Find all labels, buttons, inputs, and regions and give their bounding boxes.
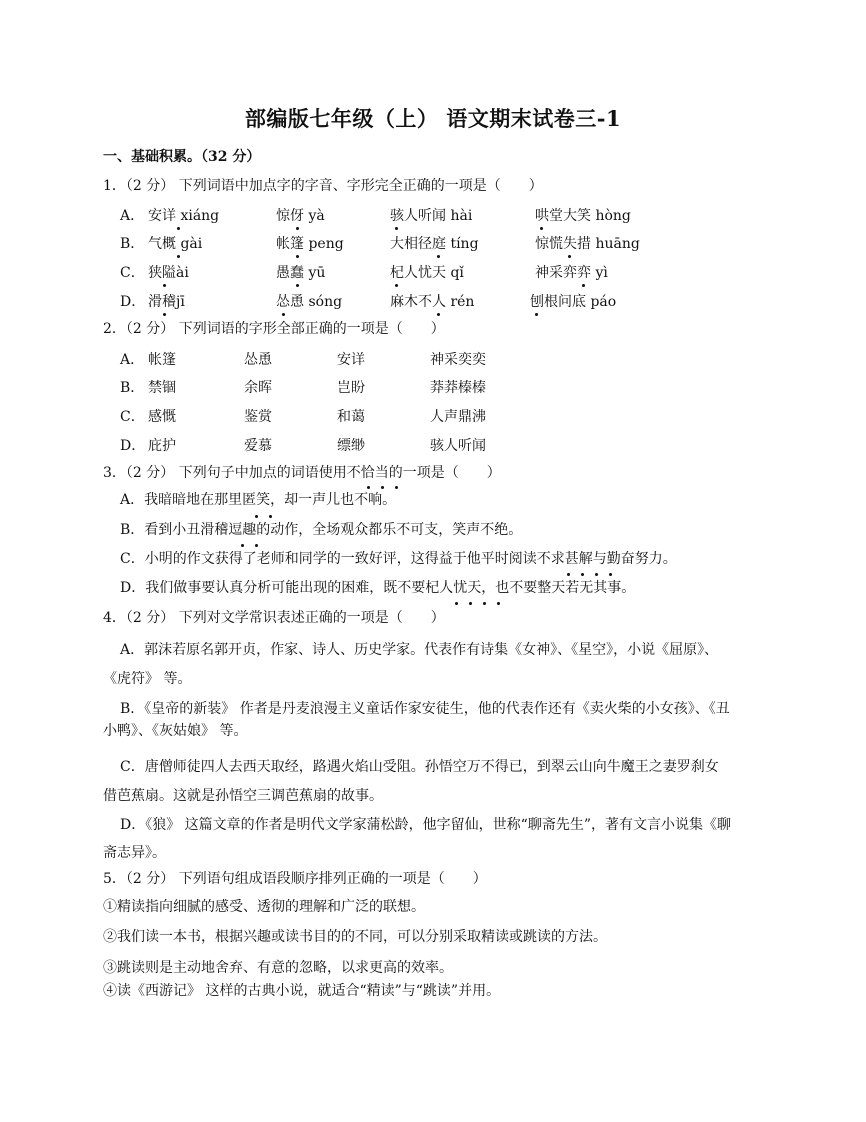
emphasis-dot: [609, 573, 612, 576]
q1-option-c-item: 神采弈弈 yì: [535, 265, 608, 281]
q2-option-d-item: 缥缈: [337, 438, 365, 454]
q1-option-b-label: B．: [120, 236, 145, 252]
q3-option: A．我暗暗地在那里匿笑，却一声儿也不响。: [120, 492, 397, 508]
emphasis-dot: [269, 515, 272, 518]
question-5-stem: 5．（2 分） 下列语句组成语段顺序排列正确的一项是（ ）: [103, 871, 487, 887]
q2-option-a-item: 帐篷: [148, 352, 176, 368]
q2-option-d-item: 庇护: [148, 438, 176, 454]
q2-option-d-label: D．: [120, 438, 146, 454]
q5-sentence: ②我们读一本书，根据兴趣或读书目的的不同，可以分别采取精读或跳读的方法。: [103, 929, 607, 945]
q2-option-c-item: 鉴赏: [244, 409, 272, 425]
q1-option-a-item: 惊伢 yà: [276, 208, 325, 224]
q2-option-c-label: C．: [120, 409, 145, 425]
q1-option-d-item: 怂恿 sóng: [276, 294, 343, 310]
q1-option-d-label: D．: [120, 294, 146, 310]
q5-sentence: ④读《西游记》 这样的古典小说，就适合“精读”与“跳读”并用。: [103, 983, 501, 999]
q2-option-d-item: 骇人听闻: [430, 438, 486, 454]
emphasis-dot: [177, 227, 180, 230]
q2-option-a-item: 怂恿: [244, 352, 272, 368]
q2-option-b-item: 岂盼: [337, 380, 365, 396]
q1-option-c-item: 愚蠢 yū: [276, 265, 326, 281]
q1-option-d-item: 麻木不人 rén: [390, 294, 475, 310]
q2-option-c-item: 感慨: [148, 409, 176, 425]
q1-option-b-item: 大相径庭 tíng: [390, 236, 479, 252]
q4-option-line: 斋志异》。: [103, 845, 166, 861]
q2-option-a-label: A．: [120, 352, 145, 368]
q3-option: C．小明的作文获得了老师和同学的一致好评，这得益于他平时阅读不求甚解与勤奋努力。: [120, 551, 677, 567]
q1-option-d-item: 滑稽jī: [148, 294, 185, 310]
q4-option-line: C．唐僧师徒四人去西天取经，路遇火焰山受阻。孙悟空万不得已，到翠云山向牛魔王之妻罗刹女: [120, 759, 719, 775]
q1-option-a-label: A．: [120, 208, 145, 224]
emphasis-dot: [177, 255, 180, 258]
q1-option-b-item: 气概 gài: [148, 236, 203, 252]
q2-option-b-item: 余晖: [244, 380, 272, 396]
emphasis-dot: [296, 255, 299, 258]
emphasis-dot: [497, 602, 500, 605]
q2-option-c-item: 和蔼: [337, 409, 365, 425]
section-heading: 一、基础积累。（32 分）: [103, 149, 261, 165]
q1-option-a-item: 哄堂大笑 hòng: [535, 208, 631, 224]
emphasis-dot: [567, 573, 570, 576]
emphasis-dot: [437, 313, 440, 316]
emphasis-dot: [163, 313, 166, 316]
emphasis-dot: [163, 284, 166, 287]
q1-option-a-item: 骇人听闻 hài: [390, 208, 473, 224]
emphasis-dot: [395, 227, 398, 230]
q4-option-line: 小鸭》、《灰姑娘》 等。: [103, 723, 248, 739]
q4-option-line: 借芭蕉扇。这就是孙悟空三调芭蕉扇的故事。: [103, 788, 383, 804]
emphasis-dot: [367, 486, 370, 489]
question-2-stem: 2．（2 分） 下列词语的字形全部正确的一项是（ ）: [103, 321, 445, 337]
question-3-stem: 3．（2 分） 下列句子中加点的词语使用不恰当的一项是（ ）: [103, 465, 501, 481]
emphasis-dot: [595, 573, 598, 576]
q1-option-b-item: 惊慌失措 huāng: [535, 236, 640, 252]
emphasis-dot: [296, 284, 299, 287]
q4-option-line: B．《皇帝的新装》 作者是丹麦浪漫主义童话作家安徒生，他的代表作还有《卖火柴的小女孩》、《丑: [120, 701, 730, 717]
question-4-stem: 4．（2 分） 下列对文学常识表述正确的一项是（ ）: [103, 610, 445, 626]
q1-option-d-item: 刨根问底 páo: [530, 294, 617, 310]
q5-sentence: ③跳读则是主动地舍弃、有意的忽略，以求更高的效率。: [103, 960, 453, 976]
emphasis-dot: [568, 255, 571, 258]
emphasis-dot: [255, 544, 258, 547]
q4-option-line: D．《狼》 这篇文章的作者是明代文学家蒲松龄，他字留仙，世称“聊斋先生”，著有文言小说集《聊: [120, 817, 731, 833]
q3-option: B．看到小丑滑稽逗趣的动作，全场观众都乐不可支，笑声不绝。: [120, 522, 523, 538]
q2-option-c-item: 人声鼎沸: [430, 409, 486, 425]
q5-sentence: ①精读指向细腻的感受、透彻的理解和广泛的联想。: [103, 899, 425, 915]
q1-option-c-item: 杞人忧天 qǐ: [390, 265, 464, 281]
emphasis-dot: [381, 486, 384, 489]
page-title: 部编版七年级（上） 语文期末试卷三-1: [244, 106, 622, 131]
q4-option-line: A．郭沫若原名郭开贞，作家、诗人、历史学家。代表作有诗集《女神》、《星空》，小说《屈原》、: [120, 642, 719, 658]
emphasis-dot: [582, 284, 585, 287]
q2-option-a-item: 安详: [337, 352, 365, 368]
emphasis-dot: [535, 313, 538, 316]
q1-option-a-item: 安详 xiáng: [148, 208, 220, 224]
emphasis-dot: [296, 227, 299, 230]
q2-option-b-label: B．: [120, 380, 145, 396]
q2-option-d-item: 爱慕: [244, 438, 272, 454]
emphasis-dot: [282, 313, 285, 316]
q1-option-b-item: 帐篷 peng: [276, 236, 344, 252]
q2-option-b-item: 莽莽榛榛: [430, 380, 486, 396]
q1-option-c-label: C．: [120, 265, 145, 281]
emphasis-dot: [540, 227, 543, 230]
q3-option: D．我们做事要认真分析可能出现的困难，既不要杞人忧天，也不要整天若无其事。: [120, 580, 636, 596]
emphasis-dot: [255, 515, 258, 518]
question-1-stem: 1．（2 分） 下列词语中加点字的字音、字形完全正确的一项是（ ）: [103, 178, 543, 194]
q2-option-b-item: 禁锢: [148, 380, 176, 396]
emphasis-dot: [581, 573, 584, 576]
q4-option-line: 《虎符》 等。: [103, 671, 192, 687]
emphasis-dot: [241, 544, 244, 547]
emphasis-dot: [469, 602, 472, 605]
emphasis-dot: [483, 602, 486, 605]
q2-option-a-item: 神采奕奕: [430, 352, 486, 368]
emphasis-dot: [395, 486, 398, 489]
emphasis-dot: [455, 602, 458, 605]
emphasis-dot: [395, 284, 398, 287]
q1-option-c-item: 狭隘ài: [148, 265, 189, 281]
emphasis-dot: [437, 255, 440, 258]
